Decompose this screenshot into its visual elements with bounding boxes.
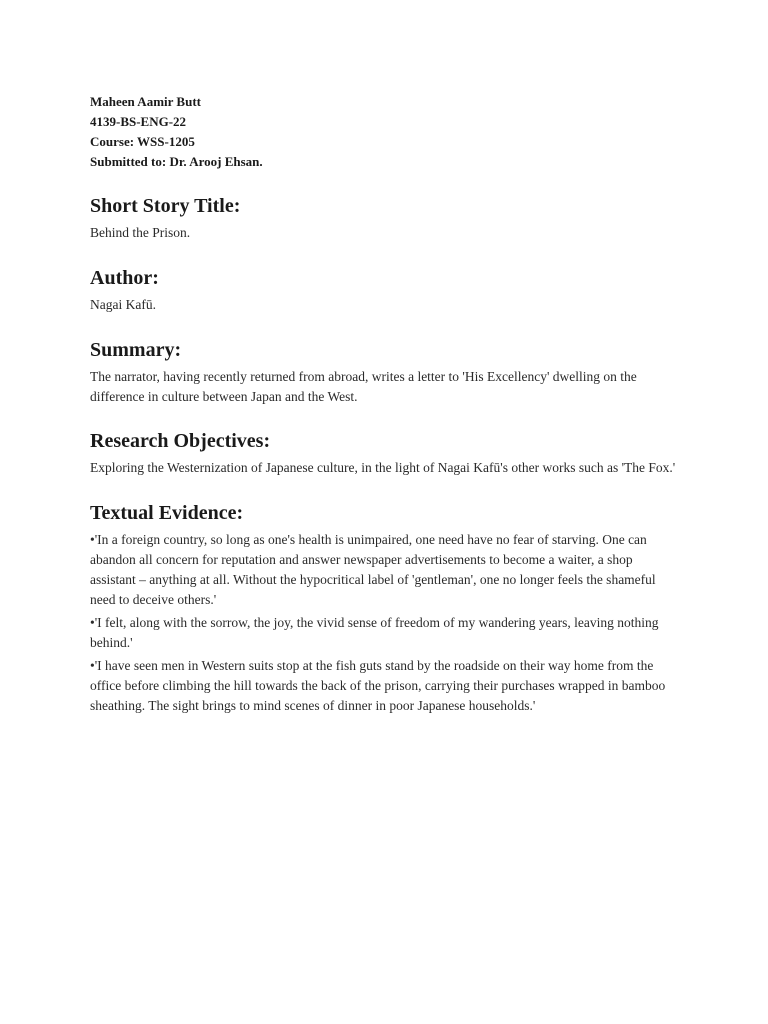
research-objectives-heading: Research Objectives: <box>90 430 271 452</box>
student-name: Maheen Aamir Butt <box>90 94 201 109</box>
section-summary <box>90 338 680 407</box>
section-short-story-title <box>90 194 680 243</box>
course-code: Course: WSS-1205 <box>90 134 195 149</box>
evidence-quote-2: 'I felt, along with the sorrow, the joy, the vivid sense of freedom of my wandering years, leaving nothing behind.' <box>90 615 659 650</box>
bullet-icon: • <box>90 615 95 630</box>
evidence-item-3 <box>90 656 680 716</box>
section-textual-evidence <box>90 501 680 716</box>
bullet-icon: • <box>90 532 95 547</box>
author-heading: Author: <box>90 267 159 289</box>
research-objectives-body: Exploring the Westernization of Japanese culture, in the light of Nagai Kafū's other works such as 'The Fox.' <box>90 460 676 475</box>
short-story-title-heading: Short Story Title: <box>90 195 241 217</box>
short-story-title-body: Behind the Prison. <box>90 225 191 240</box>
evidence-quote-1: 'In a foreign country, so long as one's health is unimpaired, one need have no fear of starving. One can abandon all concern for reputation and answer newspaper advertisements to become a waiter, a shop assistant – anything at all. Without the hypocritical label of 'gentleman', one no longer feels the shameful need to deceive others.' <box>90 532 656 607</box>
evidence-quote-3: 'I have seen men in Western suits stop at the fish guts stand by the roadside on their way home from the office before climbing the hill towards the back of the prison, carrying their purchases wrapped in bamboo sheathing. The sight brings to mind scenes of dinner in poor Japanese households.' <box>90 658 666 713</box>
section-research-objectives <box>90 429 680 478</box>
summary-body: The narrator, having recently returned from abroad, writes a letter to 'His Excellency' dwelling on the difference in culture between Japan and the West. <box>90 369 637 404</box>
evidence-item-2 <box>90 613 680 653</box>
section-author <box>90 266 680 315</box>
document-page <box>90 92 680 719</box>
bullet-icon: • <box>90 658 95 673</box>
roll-number: 4139-BS-ENG-22 <box>90 114 187 129</box>
submitted-to: Submitted to: Dr. Arooj Ehsan. <box>90 154 263 169</box>
textual-evidence-heading: Textual Evidence: <box>90 502 244 524</box>
evidence-item-1 <box>90 530 680 610</box>
evidence-list <box>90 530 680 716</box>
author-body: Nagai Kafū. <box>90 297 156 312</box>
summary-heading: Summary: <box>90 339 182 361</box>
student-info-block <box>90 92 680 172</box>
